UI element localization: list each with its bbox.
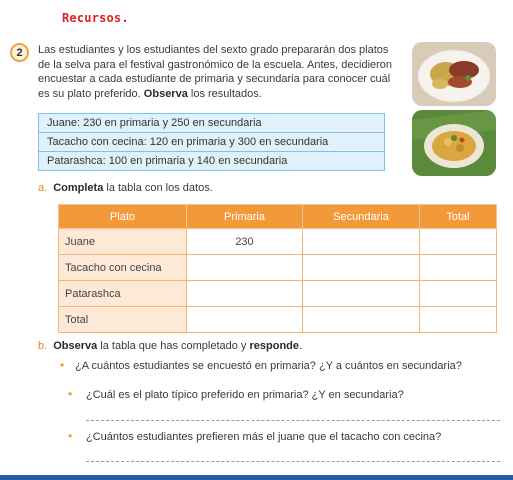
survey-data-row: Juane: 230 en primaria y 250 en secundaria	[39, 114, 384, 133]
juane-dish-photo	[412, 42, 496, 106]
table-row	[59, 307, 497, 333]
intro-text: Las estudiantes y los estudiantes del sexto grado prepararán dos platos de la selva para el festival gastronómico de la escuela. Antes, decidieron encuestar a cada estudiante de primaria y secundaria para conocer cuál es su plato preferido.	[38, 44, 393, 100]
survey-data-row: Tacacho con cecina: 120 en primaria y 300 en secundaria	[39, 133, 384, 152]
patarashca-dish-photo	[412, 110, 496, 176]
primaria-cell[interactable]	[187, 281, 303, 307]
table-header-row	[59, 205, 497, 229]
total-cell[interactable]	[420, 255, 497, 281]
primaria-cell[interactable]: 230	[187, 229, 303, 255]
answer-line[interactable]	[86, 461, 500, 462]
bullet-icon: •	[68, 387, 73, 401]
dish-name-cell: Patarashca	[59, 281, 187, 307]
header-primaria: Primaria	[187, 205, 303, 229]
total-cell[interactable]	[420, 307, 497, 333]
part-a-letter: a.	[38, 182, 48, 194]
secundaria-cell[interactable]	[303, 255, 420, 281]
part-b-mid: la tabla que has completado y	[97, 340, 250, 352]
primaria-cell[interactable]	[187, 307, 303, 333]
header-total: Total	[420, 205, 497, 229]
answer-line[interactable]	[86, 420, 500, 421]
table-row	[59, 229, 497, 255]
total-cell[interactable]	[420, 281, 497, 307]
dish-name-cell: Total	[59, 307, 187, 333]
header-plato: Plato	[59, 205, 187, 229]
part-a-bold: Completa	[53, 182, 104, 194]
primaria-cell[interactable]	[187, 255, 303, 281]
question-intro	[38, 43, 398, 101]
part-b-bold-observa: Observa	[53, 340, 98, 352]
part-b-instruction	[38, 340, 302, 352]
part-b-end: .	[299, 340, 303, 352]
question-item: ¿Cuántos estudiantes prefieren más el juane que el tacacho con cecina?	[86, 431, 442, 443]
bullet-icon: •	[68, 429, 73, 443]
total-cell[interactable]	[420, 229, 497, 255]
table-row	[59, 255, 497, 281]
intro-bold-verb: Observa	[143, 87, 188, 100]
resources-heading: Recursos.	[62, 11, 129, 25]
survey-data-box	[38, 113, 385, 171]
dishes-table	[58, 204, 497, 333]
table-row	[59, 281, 497, 307]
secundaria-cell[interactable]	[303, 307, 420, 333]
header-secundaria: Secundaria	[303, 205, 420, 229]
part-b-bold-responde: responde	[249, 340, 299, 352]
secundaria-cell[interactable]	[303, 229, 420, 255]
bullet-icon: •	[60, 358, 65, 372]
part-a-instruction	[38, 182, 213, 194]
question-number-badge: 2	[10, 43, 29, 62]
part-b-letter: b.	[38, 340, 48, 352]
intro-text-end: los resultados.	[187, 87, 262, 100]
part-a-rest: la tabla con los datos.	[103, 182, 213, 194]
secundaria-cell[interactable]	[303, 281, 420, 307]
question-item: ¿A cuántos estudiantes se encuestó en primaria? ¿Y a cuántos en secundaria?	[75, 360, 462, 372]
survey-data-row: Patarashca: 100 en primaria y 140 en secundaria	[47, 155, 288, 167]
dish-name-cell: Tacacho con cecina	[59, 255, 187, 281]
page-bottom-bar	[0, 475, 513, 480]
dish-name-cell: Juane	[59, 229, 187, 255]
question-item: ¿Cuál es el plato típico preferido en primaria? ¿Y en secundaria?	[86, 389, 404, 401]
